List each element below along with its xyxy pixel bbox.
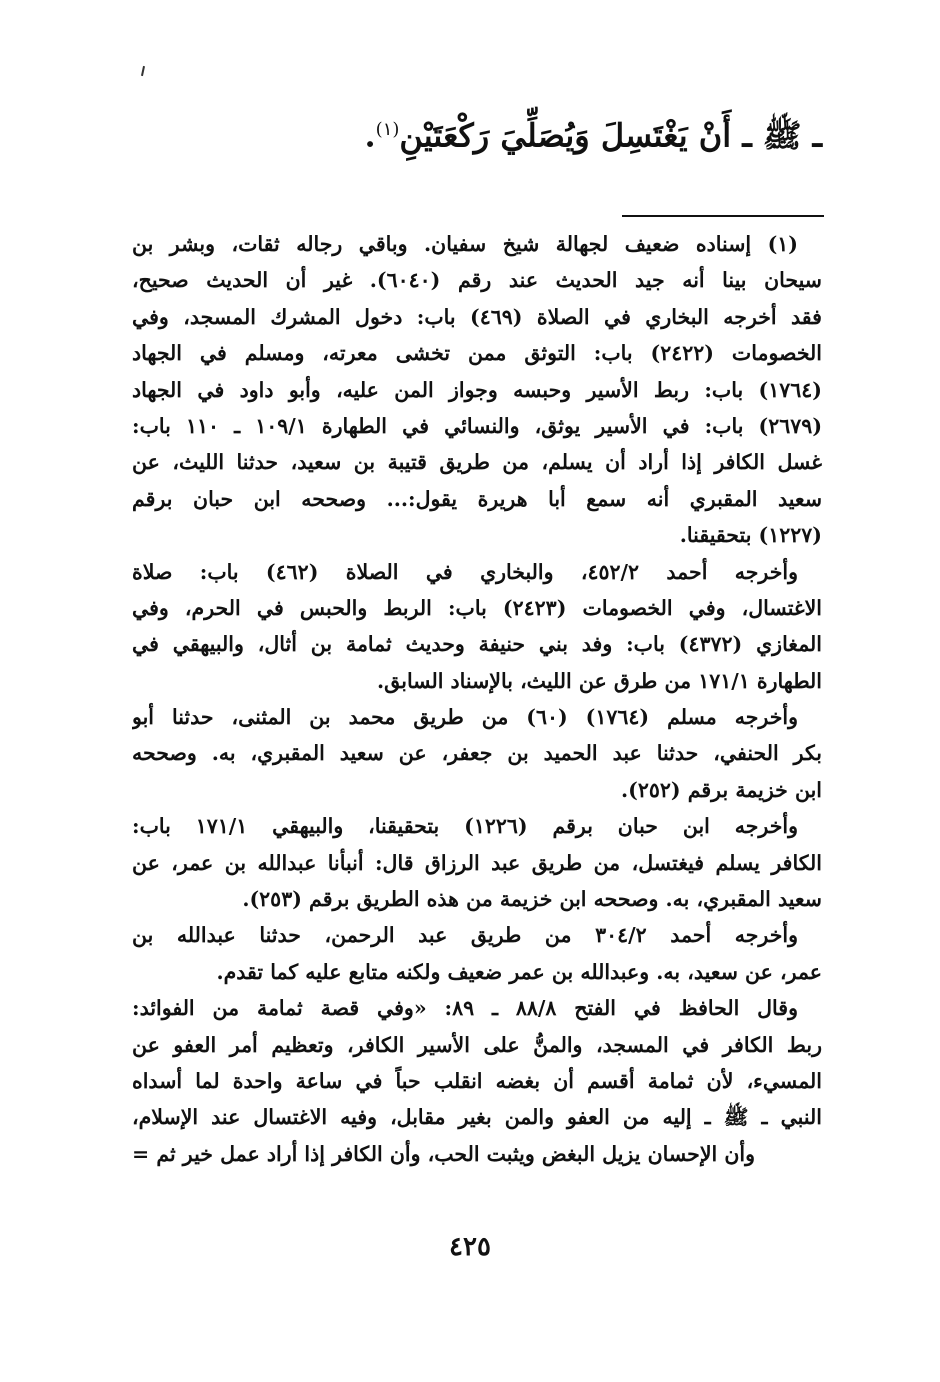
footnote-line: (١) إسناده ضعيف لجهالة شيخ سفيان. وباقي رجاله ثقات، وبشر بن	[132, 232, 798, 256]
footnote-line: وأخرجه ابن حبان برقم (١٢٢٦) بتحقيقنا، والبيهقي ١٧١/١ باب:	[132, 814, 798, 839]
footnote-line: فقد أخرجه البخاري في الصلاة (٤٦٩) باب: دخول المشرك المسجد، وفي	[132, 304, 822, 329]
footnote-line: (١٢٢٧) بتحقيقنا.	[679, 523, 822, 548]
main-text-period: .	[364, 116, 376, 155]
footnote-line: ابن خزيمة برقم (٢٥٢).	[621, 777, 822, 802]
footnote-line: المغازي (٤٣٧٢) باب: وفد بني حنيفة وحديث ثمامة بن أثال، والبيهقي في	[132, 632, 822, 657]
footnote-line: الخصومات (٢٤٢٢) باب: التوثق ممن تخشى معرته، ومسلم في الجهاد	[132, 341, 822, 366]
footnote-line: سعيد المقبري، به. وصححه ابن خزيمة من هذه الطريق برقم (٢٥٣).	[242, 887, 822, 912]
footnote-line: المسيء، لأن ثمامة أقسم أن بغضه انقلب حباً في ساعة واحدة لما أسداه	[132, 1068, 822, 1093]
stray-ink-mark	[141, 66, 145, 76]
footnote-line: الطهارة ١٧١/١ من طرق عن الليث، بالإسناد السابق.	[377, 668, 822, 693]
footnote-reference: (١)	[375, 119, 400, 140]
footnotes-block	[132, 226, 822, 1172]
footnote-line: وأخرجه أحمد ٣٠٤/٢ من طريق عبد الرحمن، حدثنا عبدالله بن	[132, 923, 799, 948]
footnote-line: غسل الكافر إذا أراد أن يسلم، من طريق قتيبة بن سعيد، حدثنا الليث، عن	[132, 450, 822, 475]
footnote-line: سعيد المقبري أنه سمع أبا هريرة يقول:... وصححه ابن حبان برقم	[132, 486, 822, 511]
footnote-separator	[622, 215, 824, 217]
footnote-line: وقال الحافظ في الفتح ٨٨/٨ ـ ٨٩: «وفي قصة ثمامة من الفوائد:	[132, 996, 799, 1021]
page-number: ٤٢٥	[449, 1232, 491, 1262]
footnote-line: وأخرجه أحمد ٤٥٢/٢، والبخاري في الصلاة (٤٦٢) باب: صلاة	[132, 559, 799, 584]
footnote-line: وأخرجه مسلم (١٧٦٤) (٦٠) من طريق محمد بن المثنى، حدثنا أبو	[132, 705, 798, 730]
footnote-line: عمر، عن سعيد، به. وعبدالله بن عمر ضعيف ولكنه متابع عليه كما تقدم.	[216, 959, 822, 984]
footnote-line: بكر الحنفي، حدثنا عبد الحميد بن جعفر، عن سعيد المقبري، به. وصححه	[132, 741, 822, 766]
footnote-line: الكافر يسلم فيغتسل، من طريق عبد الرزاق قال: أنبأنا عبدالله بن عمر، عن	[132, 850, 822, 875]
main-text: ـ ﷺ ـ أَنْ يَغْتَسِلَ وَيُصَلِّيَ رَكْعَتَيْنِ	[399, 116, 822, 155]
footnote-line: وأن الإحسان يزيل البغض ويثبت الحب، وأن الكافر إذا أراد عمل خير ثم =	[132, 1141, 755, 1166]
footnote-line: ربط الكافر في المسجد، والمنُّ على الأسير الكافر، وتعظيم أمر العفو عن	[132, 1032, 822, 1057]
footnote-line: (١٧٦٤) باب: ربط الأسير وحبسه وجواز المن عليه، وأبو داود في الجهاد	[132, 377, 822, 402]
footnote-line: الاغتسال، وفي الخصومات (٢٤٢٣) باب: الربط والحبس في الحرم، وفي	[132, 595, 822, 620]
footnote-line: سيحان بينا أنه جيد الحديث عند رقم (٦٠٤٠). غير أن الحديث صحيح،	[132, 268, 822, 293]
main-text-line	[122, 100, 822, 166]
footnote-line: النبي ـ ﷺ ـ إليه من العفو والمن بغير مقابل، وفيه الاغتسال عند الإسلام،	[132, 1105, 822, 1130]
footnote-line: (٢٦٧٩) باب: في الأسير يوثق، والنسائي في الطهارة ١٠٩/١ ـ ١١٠ باب:	[132, 413, 822, 438]
